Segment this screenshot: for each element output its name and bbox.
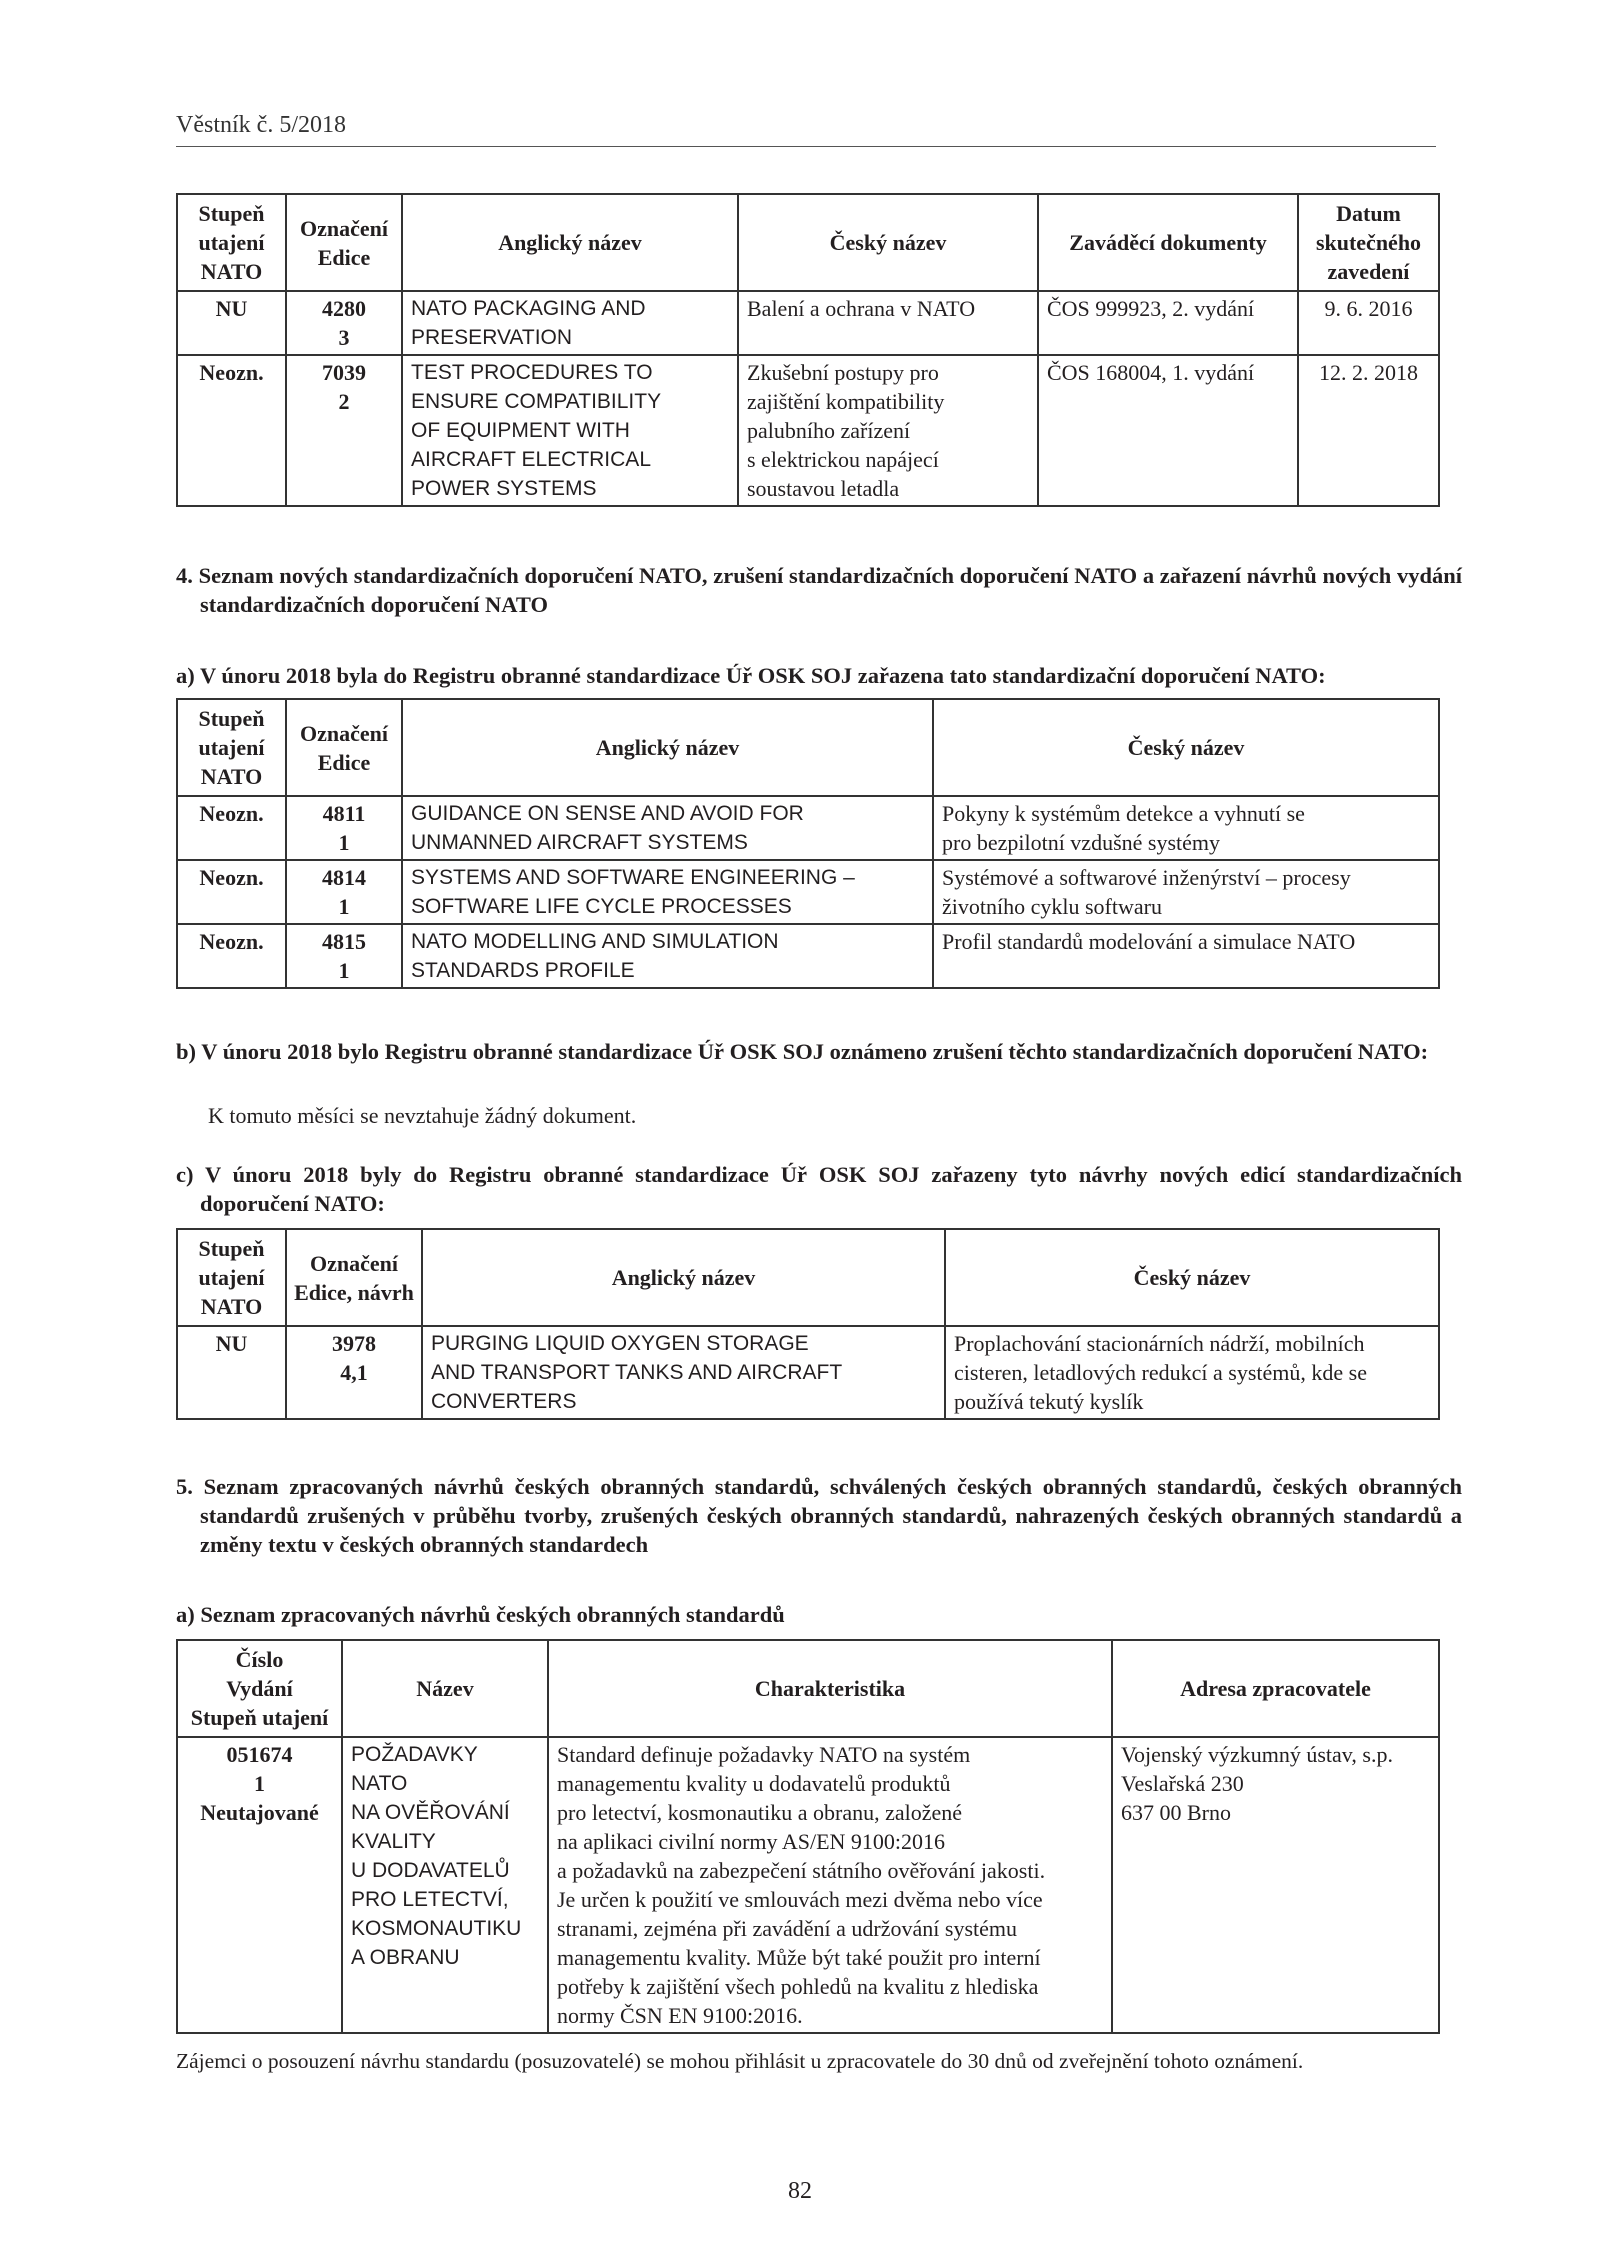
standards-table-continued bbox=[176, 193, 1438, 507]
section-5a-table bbox=[176, 1639, 1438, 2034]
table-row bbox=[177, 291, 1439, 355]
column-header-czech: Český název bbox=[945, 1229, 1439, 1326]
cell-czech: Balení a ochrana v NATO bbox=[738, 291, 1038, 355]
table-row bbox=[177, 860, 1439, 924]
cell-documents: ČOS 999923, 2. vydání bbox=[1038, 291, 1298, 355]
column-header-address: Adresa zpracovatele bbox=[1112, 1640, 1439, 1737]
section-4c-table bbox=[176, 1228, 1438, 1420]
cell-documents: ČOS 168004, 1. vydání bbox=[1038, 355, 1298, 506]
column-header-level: Stupeň utajení NATO bbox=[177, 194, 286, 291]
table-row bbox=[177, 1326, 1439, 1419]
column-header-level: Stupeň utajení NATO bbox=[177, 1229, 286, 1326]
cell-english: TEST PROCEDURES TO ENSURE COMPATIBILITY OF EQUIPMENT WITH AIRCRAFT ELECTRICAL POWER SYSTEMS bbox=[402, 355, 738, 506]
cell-level: NU bbox=[177, 291, 286, 355]
section-4-heading: 4. Seznam nových standardizačních doporučení NATO, zrušení standardizačních doporučení NATO a zařazení návrhů nových vydání standardizačních doporučení NATO bbox=[176, 563, 1462, 617]
cell-code: 4815 1 bbox=[286, 924, 402, 988]
cell-english: GUIDANCE ON SENSE AND AVOID FOR UNMANNED AIRCRAFT SYSTEMS bbox=[402, 796, 933, 860]
cell-english: NATO MODELLING AND SIMULATION STANDARDS PROFILE bbox=[402, 924, 933, 988]
cell-code: 4814 1 bbox=[286, 860, 402, 924]
section-4b-heading: b) V únoru 2018 bylo Registru obranné standardizace Úř OSK SOJ oznámeno zrušení těchto standardizačních doporučení NATO: bbox=[176, 1039, 1429, 1064]
header-rule bbox=[176, 146, 1436, 147]
column-header-number: Číslo Vydání Stupeň utajení bbox=[177, 1640, 342, 1737]
cell-level: Neozn. bbox=[177, 355, 286, 506]
table-row bbox=[177, 355, 1439, 506]
cell-level: NU bbox=[177, 1326, 286, 1419]
section-4a-heading: a) V únoru 2018 byla do Registru obranné standardizace Úř OSK SOJ zařazena tato standardizační doporučení NATO: bbox=[176, 663, 1326, 688]
column-header-english: Anglický název bbox=[402, 699, 933, 796]
cell-english: SYSTEMS AND SOFTWARE ENGINEERING – SOFTWARE LIFE CYCLE PROCESSES bbox=[402, 860, 933, 924]
cell-address: Vojenský výzkumný ústav, s.p. Veslařská 230 637 00 Brno bbox=[1112, 1737, 1439, 2033]
column-header-english: Anglický název bbox=[422, 1229, 945, 1326]
cell-czech: Zkušební postupy pro zajištění kompatibility palubního zařízení s elektrickou napájecí soustavou letadla bbox=[738, 355, 1038, 506]
cell-code: 4811 1 bbox=[286, 796, 402, 860]
column-header-english: Anglický název bbox=[402, 194, 738, 291]
cell-number: 051674 1 Neutajované bbox=[177, 1737, 342, 2033]
cell-name: POŽADAVKY NATO NA OVĚŘOVÁNÍ KVALITY U DODAVATELŮ PRO LETECTVÍ, KOSMONAUTIKU A OBRANU bbox=[342, 1737, 548, 2033]
column-header-characteristic: Charakteristika bbox=[548, 1640, 1112, 1737]
column-header-code: Označení Edice bbox=[286, 699, 402, 796]
column-header-documents: Zaváděcí dokumenty bbox=[1038, 194, 1298, 291]
cell-czech: Profil standardů modelování a simulace NATO bbox=[933, 924, 1439, 988]
table-row bbox=[177, 796, 1439, 860]
cell-english: NATO PACKAGING AND PRESERVATION bbox=[402, 291, 738, 355]
column-header-czech: Český název bbox=[738, 194, 1038, 291]
cell-czech: Proplachování stacionárních nádrží, mobilních cisteren, letadlových redukcí a systémů, kde se používá tekutý kyslík bbox=[945, 1326, 1439, 1419]
cell-code: 7039 2 bbox=[286, 355, 402, 506]
column-header-date: Datum skutečného zavedení bbox=[1298, 194, 1439, 291]
cell-level: Neozn. bbox=[177, 924, 286, 988]
cell-code: 4280 3 bbox=[286, 291, 402, 355]
section-4c-heading: c) V únoru 2018 byly do Registru obranné standardizace Úř OSK SOJ zařazeny tyto návrhy nových edicí standardizačních doporučení NATO: bbox=[176, 1162, 1462, 1216]
section-4b-text: K tomuto měsíci se nevztahuje žádný dokument. bbox=[208, 1103, 637, 1128]
cell-english: PURGING LIQUID OXYGEN STORAGE AND TRANSPORT TANKS AND AIRCRAFT CONVERTERS bbox=[422, 1326, 945, 1419]
table-row bbox=[177, 1737, 1439, 2033]
page-number: 82 bbox=[788, 2178, 812, 2204]
cell-characteristic: Standard definuje požadavky NATO na systém managementu kvality u dodavatelů produktů pro letectví, kosmonautiku a obranu, založené na aplikaci civilní normy AS/EN 9100:2016 a požadavků na zabezpečení státního ověřování jakosti. Je určen k použití ve smlouvách mezi dvěma nebo více stranami, zejména při zavádění a udržování systému managementu kvality. Může být také použit pro interní potřeby k zajištění všech pohledů na kvalitu z hlediska normy ČSN EN 9100:2016. bbox=[548, 1737, 1112, 2033]
cell-czech: Pokyny k systémům detekce a vyhnutí se pro bezpilotní vzdušné systémy bbox=[933, 796, 1439, 860]
table-row bbox=[177, 924, 1439, 988]
cell-date: 9. 6. 2016 bbox=[1298, 291, 1439, 355]
column-header-code: Označení Edice, návrh bbox=[286, 1229, 422, 1326]
column-header-code: Označení Edice bbox=[286, 194, 402, 291]
running-header: Věstník č. 5/2018 bbox=[176, 112, 346, 138]
cell-date: 12. 2. 2018 bbox=[1298, 355, 1439, 506]
section-5a-note: Zájemci o posouzení návrhu standardu (posuzovatelé) se mohou přihlásit u zpracovatele do 30 dnů od zveřejnění tohoto oznámení. bbox=[176, 2049, 1304, 2073]
column-header-name: Název bbox=[342, 1640, 548, 1737]
cell-level: Neozn. bbox=[177, 796, 286, 860]
section-5-heading: 5. Seznam zpracovaných návrhů českých obranných standardů, schválených českých obranných standardů, českých obranných standardů zrušených v průběhu tvorby, zrušených českých obranných standardů, nahrazených českých obranných standardů a změny textu v českých obranných standardech bbox=[176, 1474, 1462, 1557]
cell-level: Neozn. bbox=[177, 860, 286, 924]
column-header-level: Stupeň utajení NATO bbox=[177, 699, 286, 796]
cell-czech: Systémové a softwarové inženýrství – procesy životního cyklu softwaru bbox=[933, 860, 1439, 924]
column-header-czech: Český název bbox=[933, 699, 1439, 796]
section-4a-table bbox=[176, 698, 1438, 989]
cell-code: 3978 4,1 bbox=[286, 1326, 422, 1419]
section-5a-heading: a) Seznam zpracovaných návrhů českých obranných standardů bbox=[176, 1602, 785, 1627]
